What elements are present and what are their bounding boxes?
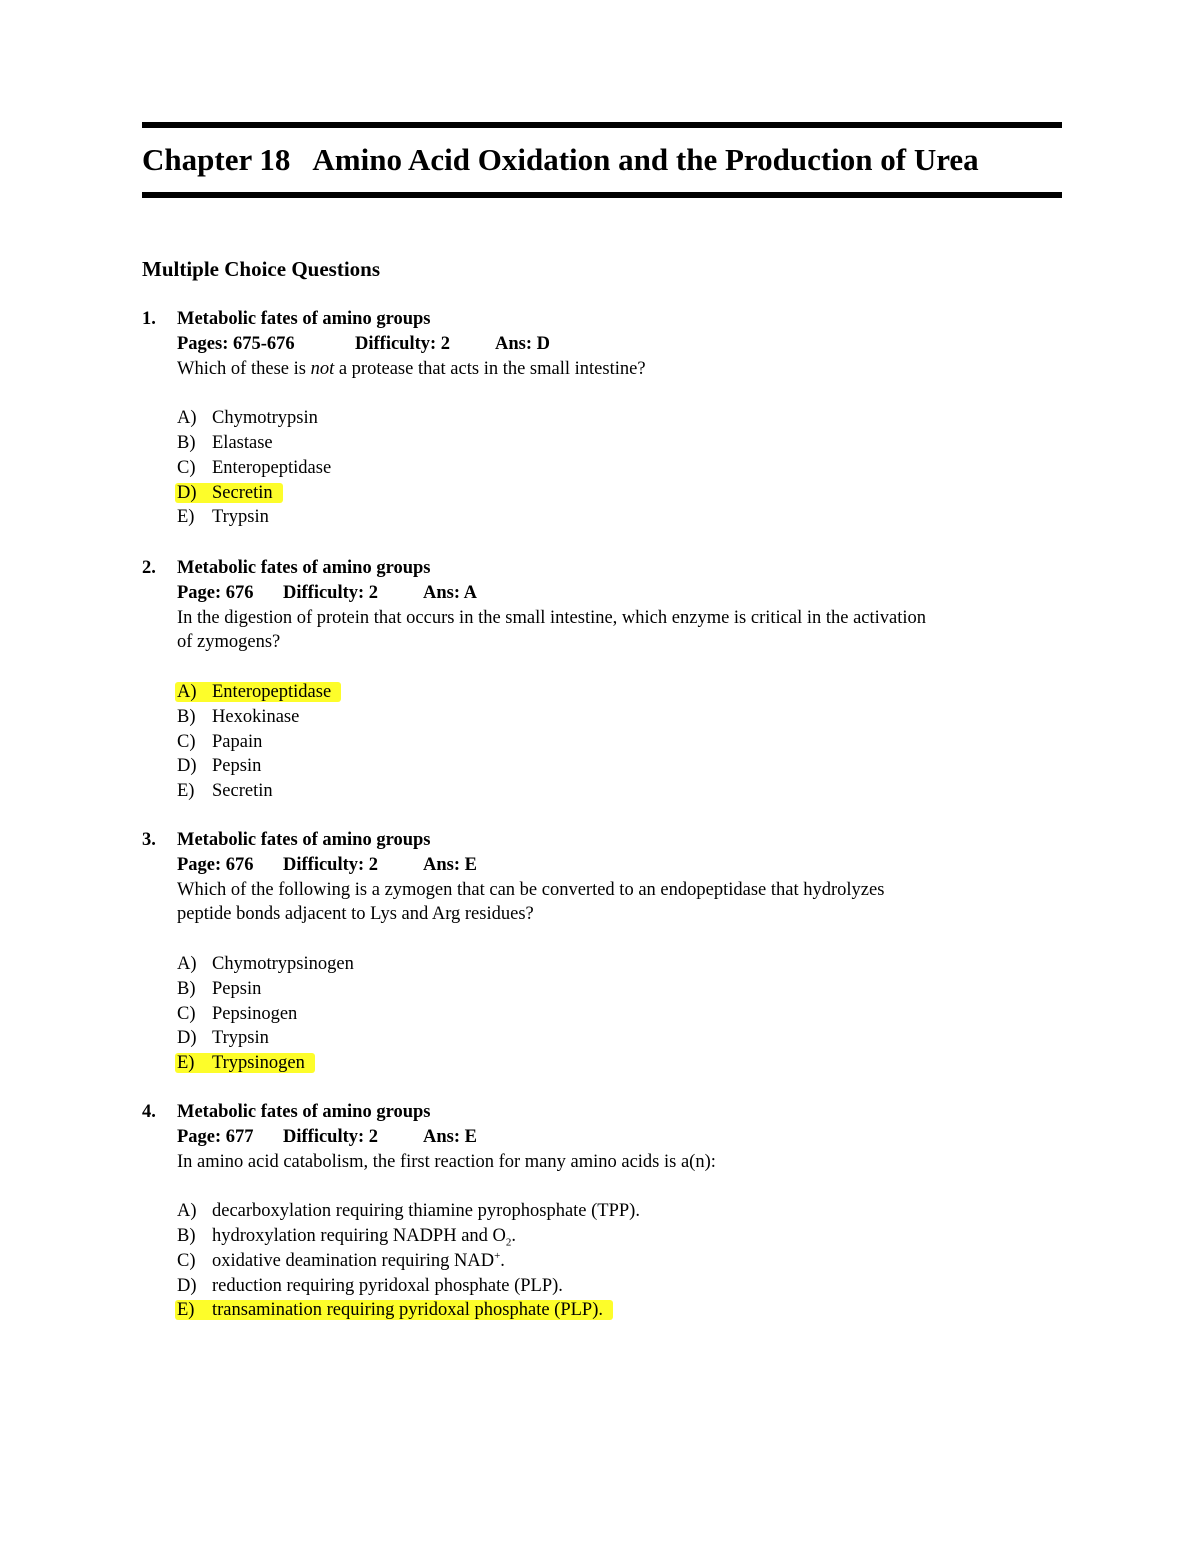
question-topic: Metabolic fates of amino groups <box>177 309 431 329</box>
option-text: Hexokinase <box>212 706 300 727</box>
question-number: 4. <box>142 1102 156 1122</box>
option-d-correct <box>177 481 1062 506</box>
question-stem <box>177 357 1062 382</box>
question-answer: Ans: D <box>495 333 550 354</box>
option-letter: D) <box>177 756 197 777</box>
question-difficulty: Difficulty: 2 <box>283 582 379 603</box>
option-d <box>177 1274 1062 1299</box>
option-letter: B) <box>177 1225 196 1246</box>
option-text: reduction requiring pyridoxal phosphate (PLP). <box>212 1275 563 1296</box>
option-letter: D) <box>177 1275 197 1296</box>
question-number: 3. <box>142 830 156 850</box>
option-text: Enteropeptidase <box>212 457 332 478</box>
question-4 <box>142 1100 1062 1323</box>
answer-highlight <box>175 483 283 503</box>
option-letter: B) <box>177 432 196 453</box>
question-topic: Metabolic fates of amino groups <box>177 830 431 850</box>
question-answer: Ans: A <box>423 582 477 603</box>
question-stem-line-1: Which of the following is a zymogen that can be converted to an endopeptidase that hydrolyzes <box>177 879 885 900</box>
question-pages: Page: 677 <box>177 1126 254 1147</box>
option-letter: E) <box>177 1053 195 1074</box>
option-text: Trypsin <box>212 507 269 528</box>
option-text: Chymotrypsin <box>212 408 318 429</box>
option-letter: E) <box>177 781 195 802</box>
option-letter: B) <box>177 706 196 727</box>
answer-highlight <box>175 682 341 702</box>
option-letter: C) <box>177 457 196 478</box>
option-text: Secretin <box>212 781 273 802</box>
superscript: + <box>494 1249 501 1262</box>
option-e-correct <box>177 1298 1062 1323</box>
question-meta <box>177 853 1062 878</box>
option-text: Elastase <box>212 432 273 453</box>
question-1 <box>142 307 1062 530</box>
option-b <box>177 705 1062 730</box>
option-letter: D) <box>177 1028 197 1049</box>
question-answer: Ans: E <box>423 1126 477 1147</box>
option-text: Secretin <box>212 482 273 503</box>
option-text: Papain <box>212 731 263 752</box>
question-topic: Metabolic fates of amino groups <box>177 1102 431 1122</box>
option-text-end: . <box>500 1250 505 1271</box>
question-difficulty: Difficulty: 2 <box>283 1126 379 1147</box>
option-letter: D) <box>177 482 197 503</box>
question-number: 2. <box>142 558 156 578</box>
answer-highlight <box>175 1300 613 1320</box>
question-stem-line-1: In the digestion of protein that occurs in the small intestine, which enzyme is critical in the activation <box>177 607 927 628</box>
option-text: Pepsin <box>212 756 262 777</box>
question-pages: Pages: 675-676 <box>177 333 295 354</box>
option-letter: B) <box>177 978 196 999</box>
option-text: decarboxylation requiring thiamine pyrophosphate (TPP). <box>212 1201 640 1222</box>
option-text: oxidative deamination requiring NAD <box>212 1250 495 1271</box>
option-letter: A) <box>177 953 197 974</box>
question-meta <box>177 581 1062 606</box>
options-list <box>177 680 1062 804</box>
option-letter: A) <box>177 408 197 429</box>
top-rule <box>142 122 1062 128</box>
option-a <box>177 406 1062 431</box>
option-text: Trypsin <box>212 1028 269 1049</box>
chapter-title <box>142 137 979 183</box>
question-topic: Metabolic fates of amino groups <box>177 558 431 578</box>
option-text: Chymotrypsinogen <box>212 953 354 974</box>
option-letter: A) <box>177 681 197 702</box>
option-a <box>177 952 1062 977</box>
options-list <box>177 406 1062 530</box>
option-b <box>177 1224 1062 1249</box>
answer-highlight <box>175 1053 315 1073</box>
option-a <box>177 1199 1062 1224</box>
option-text: hydroxylation requiring NADPH and O <box>212 1225 506 1246</box>
option-e <box>177 779 1062 804</box>
chapter-number: Chapter 18 <box>142 142 291 177</box>
question-3 <box>142 828 1062 1076</box>
question-difficulty: Difficulty: 2 <box>283 854 379 875</box>
option-letter: A) <box>177 1201 197 1222</box>
option-text-end: . <box>511 1225 517 1246</box>
option-text: transamination requiring pyridoxal phosphate (PLP). <box>212 1300 603 1321</box>
options-list <box>177 1199 1062 1323</box>
option-text: Enteropeptidase <box>212 681 332 702</box>
question-number: 1. <box>142 309 156 329</box>
stem-text: a protease that acts in the small intestine? <box>334 358 646 379</box>
option-c <box>177 456 1062 481</box>
option-b <box>177 977 1062 1002</box>
options-list <box>177 952 1062 1076</box>
question-pages: Page: 676 <box>177 582 254 603</box>
question-stem: In amino acid catabolism, the first reaction for many amino acids is a(n): <box>177 1151 716 1172</box>
option-text: Pepsinogen <box>212 1003 298 1024</box>
question-pages: Page: 676 <box>177 854 254 875</box>
question-difficulty: Difficulty: 2 <box>355 333 451 354</box>
option-letter: E) <box>177 507 195 528</box>
option-b <box>177 431 1062 456</box>
stem-emphasis: not <box>310 358 335 379</box>
chapter-title-text: Amino Acid Oxidation and the Production of Urea <box>312 142 979 177</box>
option-c <box>177 1249 1062 1274</box>
question-answer: Ans: E <box>423 854 477 875</box>
option-a-correct <box>177 680 1062 705</box>
option-d <box>177 1026 1062 1051</box>
bottom-rule <box>142 192 1062 198</box>
option-letter: C) <box>177 731 196 752</box>
option-text: Trypsinogen <box>212 1053 305 1074</box>
option-d <box>177 754 1062 779</box>
question-2 <box>142 556 1062 804</box>
option-text: Pepsin <box>212 978 262 999</box>
option-c <box>177 1002 1062 1027</box>
option-c <box>177 730 1062 755</box>
option-letter: E) <box>177 1300 195 1321</box>
subscript: 2 <box>505 1236 512 1249</box>
question-stem-line-2: of zymogens? <box>177 632 281 653</box>
question-stem-line-2: peptide bonds adjacent to Lys and Arg residues? <box>177 904 534 925</box>
question-meta <box>177 332 1062 357</box>
section-title: Multiple Choice Questions <box>142 257 381 281</box>
option-e <box>177 505 1062 530</box>
stem-text: Which of these is <box>177 358 311 379</box>
option-letter: C) <box>177 1250 196 1271</box>
option-e-correct <box>177 1051 1062 1076</box>
question-meta <box>177 1125 1062 1150</box>
option-letter: C) <box>177 1003 196 1024</box>
